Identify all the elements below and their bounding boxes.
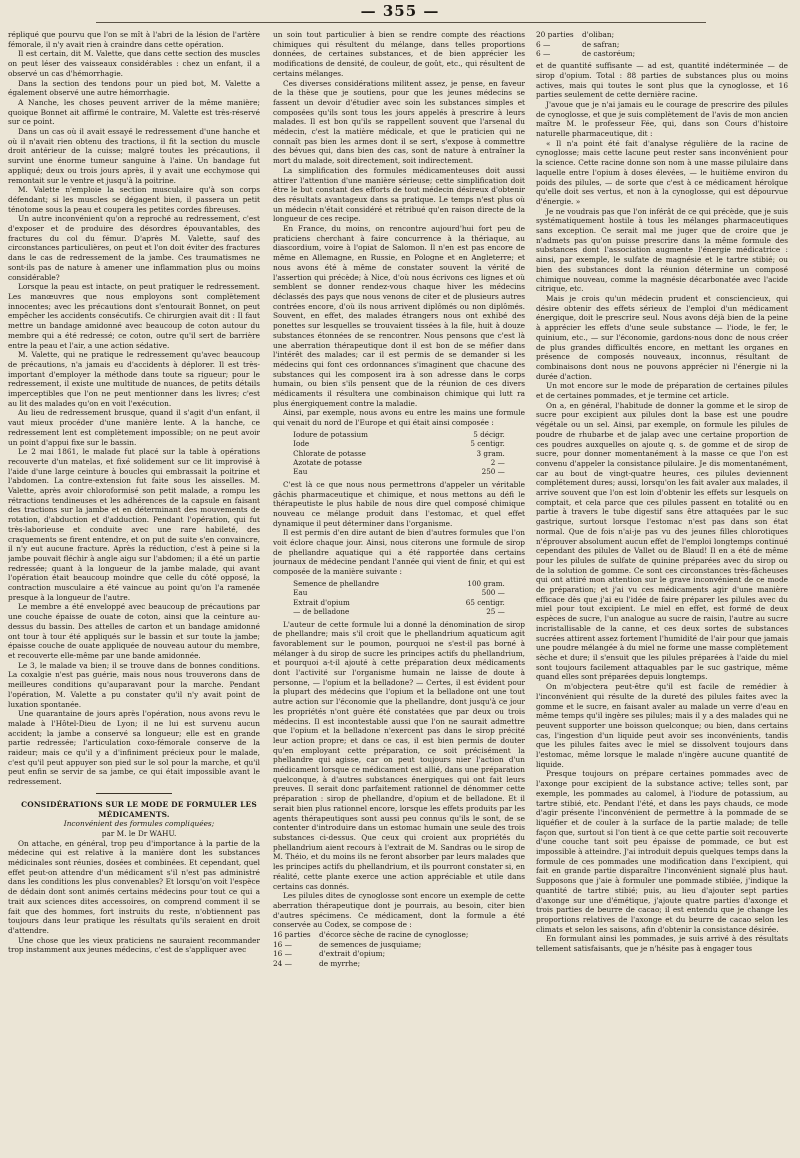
formula-ingredient: — de belladone — [293, 607, 350, 617]
formula-quantity: 5 décigr. — [473, 429, 505, 439]
formula-list-text: de myrrhe; — [319, 959, 361, 969]
paragraph: Dans la section des tendons pour un pied bot, M. Valette a également observé une autre hémorrhagie. — [8, 78, 260, 98]
column-middle-paragraphs-b — [273, 480, 525, 577]
column-left — [8, 30, 260, 1150]
formula-list-item — [536, 40, 788, 50]
paragraph: On m'objectera peut-être qu'il est facile de remédier à l'inconvénient qui résulte de la dureté des pilules faites avec la gomme et le sucre, en faisant avaler au malade un verre d'eau en même temps qu'il ingère ses pilules; mais il y a des malades qui ne peuvent supporter une boisson quelconque; ou bien, dans certains cas, l'ingestion d'un liquide peut avoir ses inconvénients, tandis que les pilules faites avec le miel se dissolvent toujours dans l'estomac, même lorsque le malade n'ingère aucune quantité de liquide. — [536, 682, 788, 769]
formula-list-text: d'oliban; — [582, 30, 615, 39]
formula-quantity: 500 — — [481, 588, 505, 598]
paragraph: J'avoue que je n'ai jamais eu le courage de prescrire des pilules de cynoglosse, et que je suis complètement de l'avis de mon ancien maître M. le professeur Fée, qui, dans son Cours d'histoire naturelle pharmaceutique, dit : — [536, 99, 788, 139]
formula-table-2 — [293, 579, 505, 617]
header-rule — [96, 22, 706, 23]
formula-row — [293, 607, 505, 616]
paragraph: Presque toujours on prépare certaines pommades avec de l'axonge pour excipient de la substance active; telles sont, par exemple, les pommades au calomel, à l'iodure de potassium, au tartre stibié, etc. Pendant l'été, et dans les pays chauds, ce mode d'agir présente l'inconvénient de permettre à la pommade de se liquéfier et de couler à la surface de la partie malade; de telle façon que, surtout si l'on tient à ce que cette partie soit recouverte d'une couche tant soit peu épaisse de pommade, ce but est impossible à atteindre. J'ai introduit depuis quelques temps dans la formule de ces pommades une modification dans l'excipient, qui fait en grande partie disparaître l'inconvénient signalé plus haut. Supposons que j'aie à formuler une pommade stibiée, j'indique la quantité de tartre stibié; puis, au lieu d'ajouter sept parties d'axonge sur une d'émétique, j'ajoute quatre parties d'axonge et trois parties de beurre de cacao; il est entendu que je change les proportions relatives de l'axonge et du beurre de cacao selon les climats et selon les saisons, afin d'obtenir la consistance désirée. — [536, 769, 788, 934]
column-middle-paragraphs-a — [273, 30, 525, 428]
formula-list-item — [273, 959, 525, 969]
formula-ingredient: Eau — [293, 467, 308, 477]
paragraph: A Nanche, les choses peuvent arriver de la même manière; quoique Bonnet ait affirmé le contraire, M. Valette est très-réservé sur ce point. — [8, 97, 260, 127]
paragraph: M. Valette n'emploie la section musculaire qu'à son corps défendant; si les muscles se dégagent bien, il passera un petit ténotome sous la peau et coupera les petites cordes fibreuses. — [8, 185, 260, 214]
paragraph: La simplification des formules médicamenteuses doit aussi attirer l'attention d'une manière sérieuse; cette simplification doit être le but constant des efforts de tout médecin désireux d'obtenir des résultats avantageux dans sa pratique. Le temps n'est plus où un médecin n'était considéré et rétribué qu'en raison directe de la longueur de ces recipe. — [273, 165, 525, 224]
formula-quantity: 5 centigr. — [470, 439, 505, 449]
paragraph: Un mot encore sur le mode de préparation de certaines pilules et de certaines pommades, et je termine cet article. — [536, 381, 788, 401]
formula-list-continued — [536, 30, 788, 59]
section-separator — [96, 793, 172, 794]
formula-list-3 — [273, 930, 525, 969]
paragraph: « Il n'a point été fait d'analyse régulière de la racine de cynoglosse; mais cette lacune peut rester sans inconvénient pour la science. Cette racine donne son nom à une masse pilulaire dans laquelle entre l'opium à doses élevées, — le huitième environ du poids des pilules, — de sorte que c'est à ce médicament héroïque qu'elle doit ses vertus, et non à la cynoglosse, qui est dépourvue d'énergie. » — [536, 138, 788, 206]
paragraph: On a, en général, l'habitude de donner la gomme et le sirop de sucre pour excipient aux pilules dont la base est une poudre végétale ou un sel. Ainsi, par exemple, on formule les pilules de poudre de rhubarbe et de jalap avec une certaine proportion de ces poudres auxquelles on ajoute q. s. de gomme et de sirop de sucre, pour donner momentanément à la masse ce que l'on est convenu d'appeler la consistance pilulaire. Je dis momentanément, car au bout de vingt-quatre heures, ces pilules deviennent complétement dures; aussi, lorsqu'on les fait avaler aux malades, il arrive souvent que l'on est loin d'obtenir les effets sur lesquels on comptait, et cela parce que ces pilules passent en totalité ou en partie à travers le tube digestif sans être attaquées par le suc gastrique, surtout lorsque l'estomac n'est pas dans son état normal. Que de fois n'ai-je pas vu des jeunes filles chlorotiques n'éprouver absolument aucun effet de l'emploi longtemps continué cependant des pilules de Vallet ou de Blaud! Il en a été de même pour les pilules de sulfate de quinine préparées avec du sirop ou de la solution de gomme. Ce sont ces circonstances très-fâcheuses qui ont attiré mon attention sur le grave inconvénient de ce mode de préparation; et j'ai vu ces médicaments agir d'une manière efficace dès que j'ai eu l'idée de faire préparer les pilules avec du miel pour tout excipient. Le miel en effet, est formé de deux espèces de sucre, l'un analogue au sucre de raisin, l'autre au sucre incristallisable de la canne, et ces deux sortes de substances sucrées attirent assez fortement l'humidité de l'air pour que jamais une poudre mélangée à du miel ne forme une masse complètement sèche et dure; il s'ensuit que les pilules préparées à l'aide du miel sont toujours facilement attaquables par le suc gastrique, même quand elles sont préparées depuis longtemps. — [536, 400, 788, 682]
formula-row — [293, 588, 505, 597]
formula-quantity: 3 gram. — [476, 448, 505, 458]
paragraph: Ces diverses considérations militent assez, je pense, en faveur de la thèse que je soutiens, pour que les jeunes médecins se fassent un devoir d'étudier avec soin les substances simples et composées qu'ils sont tous les jours appelés à prescrire à leurs malades. Il est bon qu'ils se rappellent souvent que l'arsenal du médecin, c'est la matière médicale, et que le praticien qui ne connaît pas bien les armes dont il se sert, s'expose à commettre des bévues qui, dans bien des cas, sont de nature à entraîner la mort du malade, soit directement, soit indirectement. — [273, 78, 525, 166]
formula-list-text: de castoréum; — [582, 49, 636, 59]
formula-ingredient: Chlorate de potasse — [293, 448, 366, 458]
paragraph: Une quarantaine de jours après l'opération, nous avons revu le malade à l'Hôtel-Dieu de Lyon; il ne lui est survenu aucun accident; la jambe a conservé sa longueur; elle est en grande partie redressée; l'articulation coxo-fémorale conserve de la raideur; mais ce qu'il y a d'infiniment précieux pour le malade, c'est qu'il peut appuyer son pied sur le sol pour la marche, et qu'il peut enfin se servir de sa jambe, ce qui était impossible avant le redressement. — [8, 709, 260, 787]
paragraph: et de quantité suffisante — ad est, quantité indéterminée — de sirop d'opium. Total : 88 parties de substances plus ou moins actives, mais qui toutes le sont plus que la cynoglosse, et 16 parties seulement de cette dernière racine. — [536, 61, 788, 100]
formula-ingredient: Extrait d'opium — [293, 597, 350, 607]
formula-list-text: de semences de jusquiame; — [319, 939, 422, 949]
formula-row — [293, 458, 505, 467]
formula-quantity: 25 — — [486, 607, 505, 617]
formula-row — [293, 430, 505, 439]
paragraph: Une chose que les vieux praticiens ne sauraient recommander trop instamment aux jeunes médecins, c'est de s'appliquer avec — [8, 935, 260, 955]
section-author: par M. le Dr WAHU. — [101, 828, 177, 838]
formula-list-text: de safran; — [582, 39, 620, 49]
page-number: — 355 — — [360, 2, 440, 20]
paragraph: Dans un cas où il avait essayé le redressement d'une hanche et où il n'avait rien obtenu des tractions, il fit la section du muscle droit antérieur de la cuisse; malgré toutes les précautions, il survint une énorme tumeur sanguine à l'aine. Un bandage fut appliqué; deux ou trois jours après, il y avait une ecchymose qui remontait sur le ventre et jusqu'à la poitrine. — [8, 127, 260, 185]
paragraph: Je ne voudrais pas que l'on inférât de ce qui précède, que je suis systématiquement hostile à tous les mélanges pharmaceutiques sans exception. Ce serait mal me juger que de croire que je n'admets pas qu'on puisse prescrire dans la même formule des substances dont l'association augmente l'énergie médicatrice : ainsi, par exemple, le sulfate de magnésie et le tartre stibié; ou bien des substances dont la réunion détermine un composé chimique nouveau, comme la magnésie décarbonatée avec l'acide citrique, etc. — [536, 206, 788, 294]
formula-ingredient: Iode — [293, 439, 310, 449]
paragraph: Le membre a été enveloppé avec beaucoup de précautions par une couche épaisse de ouate de coton, ainsi que la ceinture au-dessus du bassin. Des attelles de carton et un bandage amidonné ont tour à tour été appliqués sur le bassin et sur toute la jambe; épaisse couche de ouate appliquée de nouveau autour du membre, et recouverte elle-même par une bande amidonnée. — [8, 602, 260, 660]
paragraph: répliqué que pourvu que l'on se mît à l'abri de la lésion de l'artère fémorale, il n'y avait rien à craindre dans cette opération. — [8, 30, 260, 49]
formula-list-amount: 16 parties — [273, 930, 311, 940]
section-subtitle: Inconvénient des formules compliquées; — [63, 819, 215, 829]
formula-ingredient: Iodure de potassium — [293, 429, 368, 439]
formula-quantity: 250 — — [481, 467, 505, 477]
formula-list-amount: 20 parties — [536, 30, 574, 39]
paragraph: Il est permis d'en dire autant de bien d'autres formules que l'on voit éclore chaque jour. Ainsi, nous citerons une formule de sirop de phellandre aquatique qui a été rapportée dans certains journaux de médecine pendant l'année qui vient de finir, et qui est composée de la manière suivante : — [273, 528, 525, 577]
column-right — [536, 30, 788, 1150]
column-middle — [273, 30, 525, 1150]
paragraph: En formulant ainsi les pommades, je suis arrivé à des résultats tellement satisfaisants, que je n'hésite pas à engager tous — [536, 934, 788, 954]
formula-list-amount: 24 — — [273, 959, 293, 969]
section-title: CONSIDÉRATIONS SUR LE MODE DE FORMULER LES MÉDICAMENTS. — [21, 799, 257, 819]
formula-ingredient: Azotate de potasse — [293, 458, 362, 468]
paragraph: L'auteur de cette formule lui a donné la dénomination de sirop de phellandre; mais s'il croit que le phellandrium aquaticum agit favorablement sur le poumon, pourquoi ne s'est-il pas borné à mélanger à du sirop de sucre les principes actifs du phellandrium, et pourquoi a-t-il ajouté à cette préparation deux médicaments dont l'activité sur l'organisme humain ne laisse de doute à personne, — l'opium et la belladone? — Certes, il est évident pour la plupart des médecins que l'opium et la belladone ont une tout autre action sur l'économie que la phellandre, dont jusqu'à ce jour les propriétés n'ont guère été constatées que par deux ou trois médecins. Il est incontestable aussi que l'on ne saurait admettre que l'opium et la belladone n'exercent pas dans le sirop précité leur action propre; et dans ce cas, il est bien permis de douter qu'en employant cette préparation, ce soit précisément la phellandre qui agisse, car on peut toujours nier l'action d'un médicament lorsque ce médicament est allié, dans une préparation quelconque, à d'autres substances énergiques qui ont fait leurs preuves. Il serait donc parfaitement rationnel de dénommer cette préparation : sirop de phellandre, d'opium et de belladone. Et il serait bien plus rationnel encore, lorsque les effets produits par les agents thérapeutiques sont aussi peu connus qu'ils le sont, de se contenter d'introduire dans un estomac humain une seule des trois substances ci-dessus. Que ceux qui croient aux propriétés du phellandrium aient recours à l'extrait de M. Sandras ou le sirop de M. Théio, et du moins ils ne feront absorber par leurs malades que les principes actifs du phellandrium, et ils pourront constater si, en réalité, cette plante exerce une action appréciable et utile dans certains cas donnés. — [273, 619, 525, 891]
formula-ingredient: Semence de phellandre — [293, 578, 380, 588]
paragraph: On attache, en général, trop peu d'importance à la partie de la médecine qui est relative à la manière dont les substances médicinales sont réunies, dosées et combinées. Et cependant, quel effet peut-on attendre d'un médicament s'il n'est pas administré dans les conditions les plus convenables? Et lorsqu'on voit l'espèce de dédain dont sont animés certains médecins pour tout ce qui a trait aux sciences dites accessoires, on comprend comment il se fait que des hommes, fort instruits du reste, n'obtiennent pas toujours dans leur pratique les résultats qu'ils seraient en droit d'attendre. — [8, 838, 260, 935]
formula-list-amount: 6 — — [536, 39, 551, 49]
paragraph: Un autre inconvénient qu'on a reproché au redressement, c'est d'exposer et de produire des désordres épouvantables, des fractures du col du fémur. D'après M. Valette, sauf des circonstances particulières, on peut et l'on doit éviter des fractures dans le cas de redressement de la jambe. Ces traumatismes ne sont-ils pas de nature à amener une inflammation plus ou moins considérable? — [8, 214, 260, 282]
formula-row — [293, 449, 505, 458]
formula-ingredient: Eau — [293, 588, 308, 598]
formula-quantity: 100 gram. — [467, 578, 505, 588]
paragraph: Il est certain, dit M. Valette, que dans cette section des muscles on peut léser des vaisseaux considérables : chez un enfant, il a observé un cas d'hémorrhagie. — [8, 49, 260, 78]
formula-quantity: 65 centigr. — [465, 597, 505, 607]
paragraph: Lorsque la peau est intacte, on peut pratiquer le redressement. Les manœuvres que nous employons sont complètement innocentes; avec les précautions dont s'entourait Bonnet, on peut empêcher les accidents consécutifs. Ce chirurgien avait dit : Il faut mettre un bandage amidonné avec beaucoup de coton autour du membre qui a été redressé; ce coton, outre qu'il sert de barrière entre la peau et l'air, a une action sédative. — [8, 282, 260, 350]
paragraph: Le 2 mai 1861, le malade fut placé sur la table à opérations recouverte d'un matelas, et fixé solidement sur ce lit improvisé à l'aide d'une large ceinture à boucles qui embrassait la poitrine et l'abdomen. La contre-extension fut faite sous les aisselles. M. Valette, après avoir chloroformisé son petit malade, a rompu les rétractions tendineuses et les adhérences de la capsule en faisant des tractions sur la jambe et en déterminant des mouvements de rotation, d'abduction et d'adduction. Pendant l'opération, qui fut très-laborieuse et conduite avec une rare habileté, des craquements se firent entendre, et on put de suite s'en convaincre, il n'y eut aucune fracture. Après la réduction, c'est à peine si la jambe pouvait fléchir à angle aigu sur l'abdomen; il a été un partie redressée; quant à la longueur de la jambe malade, qui avant l'opération était beaucoup moindre que celle du côté opposé, la contraction musculaire a été vaincue au point qu'on l'a ramenée presque à la longueur de l'autre. — [8, 447, 260, 602]
column-right-paragraphs — [536, 61, 788, 954]
paragraph: M. Valette, qui ne pratique le redressement qu'avec beaucoup de précautions, n'a jamais eu d'accidents à déplorer. Il est très-important d'employer la méthode dans toute sa rigueur; pour le redressement, il existe une multitude de nuances, de petits détails imperceptibles que l'on ne peut mentionner dans les livres; c'est au lit des malades qu'on en voit l'exécution. — [8, 350, 260, 408]
formula-row — [293, 467, 505, 476]
formula-list-item — [536, 49, 788, 59]
column-left-paragraphs — [8, 30, 260, 787]
paragraph: Les pilules dites de cynoglosse sont encore un exemple de cette aberration thérapeutique dont je pourrais, au besoin, citer bien d'autres spécimens. Ce médicament, dont la formule a été conservée au Codex, se compose de : — [273, 891, 525, 930]
formula-quantity: 2 — — [490, 458, 505, 468]
formula-list-amount: 16 — — [273, 939, 293, 949]
formula-table-1 — [293, 430, 505, 477]
formula-list-text: d'écorce sèche de racine de cynoglosse; — [319, 930, 469, 940]
formula-row — [293, 579, 505, 588]
paragraph: Ainsi, par exemple, nous avons eu entre les mains une formule qui venait du nord de l'Europe et qui était ainsi composée : — [273, 408, 525, 428]
formula-list-item — [273, 940, 525, 950]
paragraph: C'est là ce que nous nous permettrons d'appeler un véritable gâchis pharmaceutique et chimique, et nous mettons au défi le thérapeutiste le plus habile de nous dire quel composé chimique nouveau ce mélange produit dans l'estomac, et quel effet dynamique il peut déterminer dans l'organisme. — [273, 479, 525, 528]
paragraph: Au lieu de redressement brusque, quand il s'agit d'un enfant, il vaut mieux procéder d'une manière lente. A la hanche, ce redressement lent est complètement impossible; on ne peut avoir un point d'appui fixe sur le bassin. — [8, 408, 260, 447]
formula-list-amount: 16 — — [273, 949, 293, 959]
formula-list-item — [273, 930, 525, 940]
formula-row — [293, 598, 505, 607]
section-paragraphs — [8, 839, 260, 955]
paragraph: Le 3, le malade va bien; il se trouve dans de bonnes conditions. La coxalgie n'est pas guérie, mais nous nous trouverons dans de meilleures conditions qu'auparavant pour la marche. Pendant l'opération, M. Valette a pu constater qu'il n'y avait point de luxation spontanée. — [8, 660, 260, 709]
paragraph: En France, du moins, on rencontre aujourd'hui fort peu de praticiens cherchant à faire concurrence à la thériaque, au diascordium, voire à l'opiat de Salomon. Il n'en est pas encore de même en Allemagne, en Russie, en Pologne et en Angleterre; et nous avons été à même de constater souvent la vérité de l'assertion qui précède; à Nice, d'où nous écrivons ces lignes et où semblent se donner rendez-vous chaque hiver les médecins déclassés des pays que nous venons de citer et de plusieurs autres contrées encore, d'où ils nous arrivent diplômés ou non diplômés. Souvent, en effet, des malades étrangers nous ont exhibé des ponettes sur lesquelles se trouvaient tissées à la file, huit à douze substances étonnées de se rencontrer. Nous pensons que c'est là une aberration thérapeutique dont il est bon de se méfier dans l'intérêt des malades; car il est permis de se demander si les médecins qui font ces ordonnances s'imaginent que chacune des substances qui les composent ira à son adresse dans le corps humain, ou bien s'ils pensent que de la réunion de ces divers médicaments il résultera une combinaison chimique qui lutt ra plus énergiquement contre la maladie. — [273, 224, 525, 408]
paragraph: un soin tout particulier à bien se rendre compte des réactions chimiques qui résultent du mélange, dans telles proportions données, de certaines substances, et de bien apprécier les modifications de densité, de couleur, de goût, etc., qui résultent de certains mélanges. — [273, 30, 525, 78]
formula-list-amount: 6 — — [536, 49, 551, 59]
formula-list-item — [273, 949, 525, 959]
formula-list-text: d'extrait d'opium; — [319, 949, 386, 959]
column-middle-paragraphs-c — [273, 620, 525, 931]
paragraph: Mais je crois qu'un médecin prudent et consciencieux, qui désire obtenir des effets sérieux de l'emploi d'un médicament énergique, doit le prescrire seul. Nous avons déjà bien de la peine à apprécier les effets d'une seule substance — l'iode, le fer, le quinium, etc., — sur l'économie, gardons-nous donc de nous créer de plus grandes difficultés encore, en mettant les organes en présence de composés nouveaux, inconnus, résultant de combinaisons dont nous ne pouvons apprécier ni l'énergie ni la durée d'action. — [536, 293, 788, 381]
formula-list-item — [536, 30, 788, 40]
formula-row — [293, 439, 505, 448]
